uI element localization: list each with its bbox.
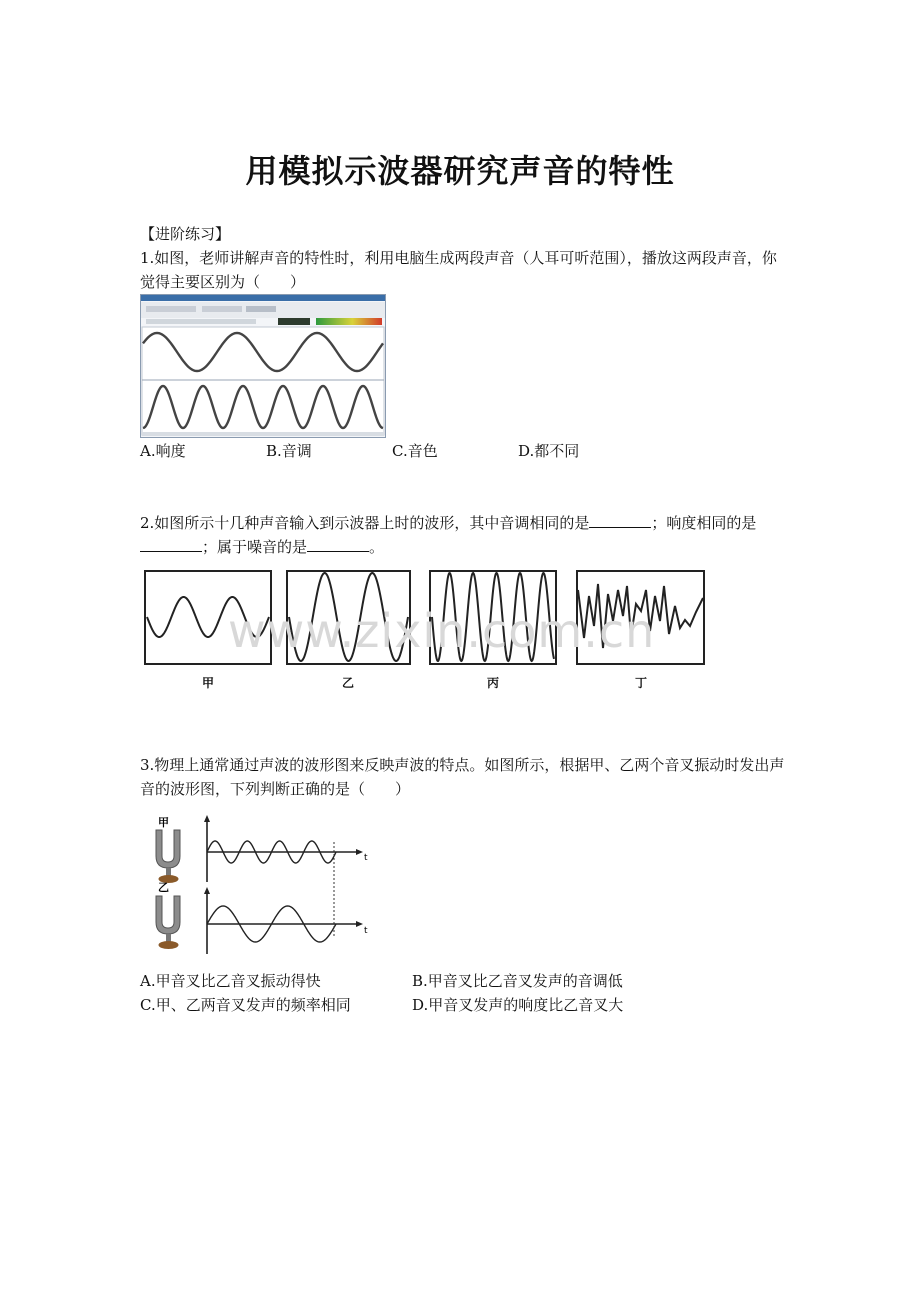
q2-waveform-figure xyxy=(140,566,710,696)
q2-caption-yi: 乙 xyxy=(341,676,354,690)
q2-caption-ding: 丁 xyxy=(634,676,647,690)
q3-tuning-fork-figure xyxy=(140,812,380,958)
q3-option-d[interactable]: D.甲音叉发声的响度比乙音叉大 xyxy=(412,996,624,1014)
q2-text-part3: ；属于噪音的是 xyxy=(202,538,308,556)
q1-text: 1.如图，老师讲解声音的特性时，利用电脑生成两段声音（人耳可听范围），播放这两段声音，你觉得主要区别为（ ） xyxy=(140,249,777,291)
q2-blank-pitch[interactable] xyxy=(589,511,651,528)
q1-option-c[interactable]: C.音色 xyxy=(392,442,438,460)
tuning-fork-jia-icon xyxy=(156,830,180,883)
q2-blank-noise[interactable] xyxy=(307,535,369,552)
q3-label-yi: 乙 xyxy=(158,881,169,894)
q2-text-part4: 。 xyxy=(369,538,385,556)
q3-label-jia: 甲 xyxy=(158,816,169,829)
q2-caption-bing: 丙 xyxy=(486,676,499,690)
q1-oscilloscope-figure xyxy=(140,294,386,438)
q3-option-a[interactable]: A.甲音叉比乙音叉振动得快 xyxy=(140,972,321,990)
q3-option-b[interactable]: B.甲音叉比乙音叉发声的音调低 xyxy=(412,972,623,990)
q3-axis-t-yi: t xyxy=(364,926,368,936)
section-heading: 【进阶练习】 xyxy=(140,225,231,243)
q2-text-part1: 2.如图所示十几种声音输入到示波器上时的波形，其中音调相同的是 xyxy=(140,514,590,532)
q1-option-a[interactable]: A.响度 xyxy=(140,442,186,460)
page-title: 用模拟示波器研究声音的特性 xyxy=(245,152,675,190)
q2-text xyxy=(140,511,785,559)
q2-text-part2: ；响度相同的是 xyxy=(651,514,757,532)
q2-caption-jia: 甲 xyxy=(201,676,214,690)
q3-option-c[interactable]: C.甲、乙两音叉发声的频率相同 xyxy=(140,996,351,1014)
tuning-fork-yi-icon xyxy=(156,896,180,949)
watermark: www.zixin.com.cn xyxy=(228,604,656,658)
q3-text: 3.物理上通常通过声波的波形图来反映声波的特点。如图所示，根据甲、乙两个音叉振动时发出声音的波形图，下列判断正确的是（ ） xyxy=(140,756,785,798)
q1-option-d[interactable]: D.都不同 xyxy=(518,442,580,460)
q2-blank-loudness[interactable] xyxy=(140,535,202,552)
q3-axis-t-jia: t xyxy=(364,853,368,863)
q1-option-b[interactable]: B.音调 xyxy=(266,442,312,460)
